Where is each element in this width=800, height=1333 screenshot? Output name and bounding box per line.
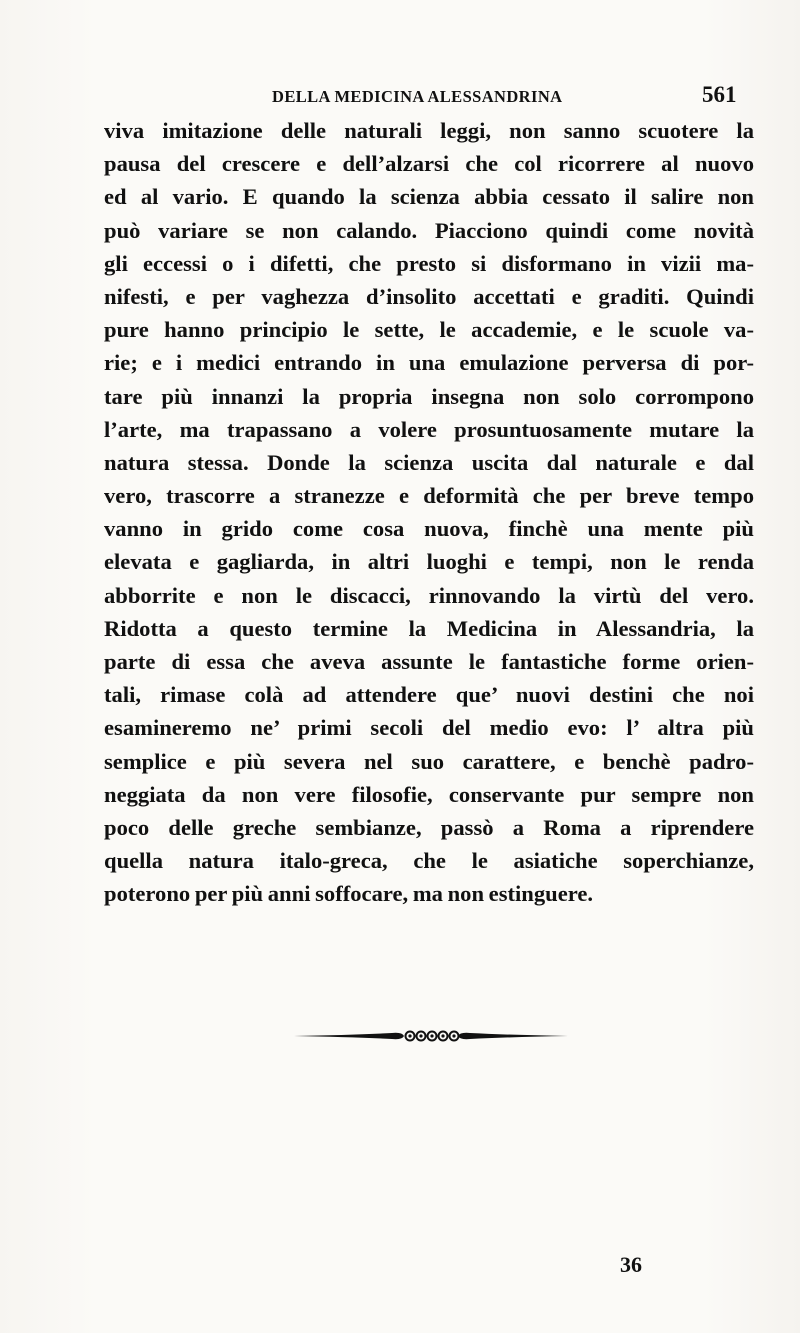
- text-line: tali, rimase colà ad attendere que’ nuovi destini che noi: [104, 682, 754, 708]
- text-line: vero, trascorre a stranezze e deformità che per breve tempo: [104, 483, 754, 509]
- text-line: neggiata da non vere filosofie, conservante pur sempre non: [104, 781, 754, 807]
- text-line: esamineremo ne’ primi secoli del medio evo: l’ altra più: [104, 715, 754, 741]
- page-header: [0, 82, 800, 112]
- text-line: l’arte, ma trapassano a volere prosuntuosamente mutare la: [104, 416, 754, 442]
- text-line: pure hanno principio le sette, le accademie, e le scuole va-: [104, 317, 754, 343]
- text-line: Ridotta a questo termine la Medicina in Alessandria, la: [104, 615, 754, 641]
- signature-mark: 36: [620, 1252, 642, 1277]
- text-line: gli eccessi o i difetti, che presto si disformano in vizii ma-: [104, 250, 754, 276]
- page-number: 561: [702, 82, 737, 107]
- text-line: viva imitazione delle naturali leggi, non sanno scuotere la: [104, 118, 754, 143]
- text-line: pausa del crescere e dell’alzarsi che col ricorrere al nuovo: [104, 151, 754, 177]
- text-line: vanno in grido come cosa nuova, finchè una mente più: [104, 516, 754, 542]
- tailpiece-ornament-icon: [292, 1024, 570, 1048]
- text-line: natura stessa. Donde la scienza uscita dal naturale e dal: [104, 449, 754, 475]
- text-line: poterono per più anni soffocare, ma non estinguere.: [104, 881, 594, 907]
- text-line: elevata e gagliarda, in altri luoghi e tempi, non le renda: [104, 549, 754, 575]
- text-line: può variare se non calando. Piacciono quindi come novità: [104, 217, 754, 243]
- text-line: tare più innanzi la propria insegna non solo corrompono: [104, 383, 754, 409]
- text-line: rie; e i medici entrando in una emulazione perversa di por-: [104, 350, 754, 376]
- text-line: quella natura italo-greca, che le asiatiche soperchianze,: [104, 848, 754, 874]
- text-line: nifesti, e per vaghezza d’insolito accettati e graditi. Quindi: [104, 283, 754, 309]
- text-line: ed al vario. E quando la scienza abbia cessato il salire non: [104, 184, 754, 210]
- running-title: DELLA MEDICINA ALESSANDRINA: [272, 87, 563, 106]
- text-line: parte di essa che aveva assunte le fantastiche forme orien-: [104, 649, 754, 674]
- text-line: semplice e più severa nel suo carattere, e benchè padro-: [104, 748, 754, 774]
- text-line: abborrite e non le discacci, rinnovando la virtù del vero.: [104, 582, 754, 608]
- body-text: [104, 114, 754, 911]
- text-line: poco delle greche sembianze, passò a Roma a riprendere: [104, 814, 754, 840]
